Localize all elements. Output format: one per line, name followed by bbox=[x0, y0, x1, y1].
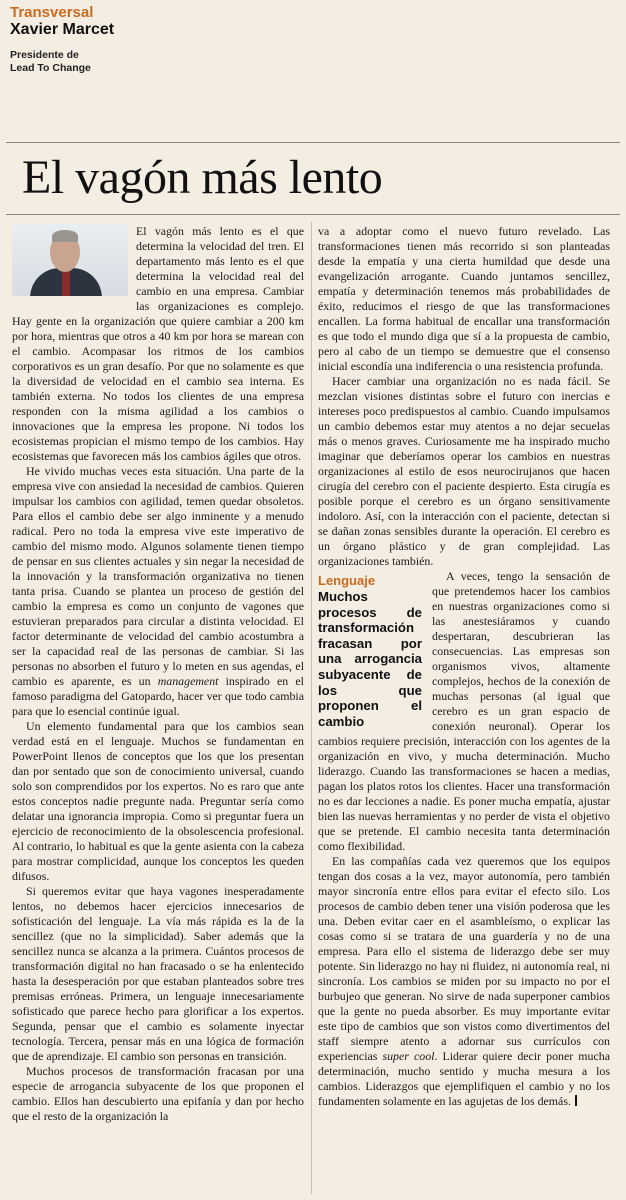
photo-tie-shape bbox=[62, 270, 70, 296]
paragraph-emphasis: management bbox=[157, 674, 219, 688]
paragraph-text: En las compañías cada vez queremos que los equipos tengan dos cosas a la vez, mayor autonomía, pero también mayor sincronía entre ellos para evitar el efecto silo. Los procesos de cambio deben tener una visión poderosa que les una. Deben evitar caer en el asambleísmo, o explicar las cosas como si se tratara de una guardería y no de una empresa. Para ello el sistema de liderazgo debe ser muy potente. Sin liderazgo no hay ni fluidez, ni autonomía real, ni sincronía. Los cambios se miden por su impacto no por el burbujeo que generan. No sirve de nada superponer cambios que la gente no pueda absorber. Es muy importante evitar este tipo de cambios que son vistos como divertimentos del staff siempre atento a adornar sus currículos con experiencias bbox=[318, 854, 610, 1063]
paragraph: va a adoptar como el nuevo futuro revelado. Las transformaciones tienen más recorrido si son planteadas desde la empatía y una cierta humildad que desde una evangelización arrogante. Cuando juntamos sencillez, empatía y determinación tenemos más probabilidades de éxito, reducimos el riesgo de que las transformaciones encallen. La forma habitual de encallar una transformación es que todo el mundo diga que sí a la propuesta de cambio, pero al cabo de un tiempo se demuestre que el consenso inicial escondía una indiferencia o una resistencia profunda. bbox=[318, 224, 610, 373]
paragraph-text: inspirado en el famoso paradigma del Gatopardo, hacer ver que todo cambia para que lo esencial continúe igual. bbox=[12, 674, 304, 718]
photo-hair-shape bbox=[52, 230, 78, 242]
paragraph: Un elemento fundamental para que los cambios sean verdad está en el lenguaje. Muchos se fundamentan en PowerPoint llenos de conceptos que los que los presentan dan por sentado que son de conocimiento universal, cuando solo son comprendidos por los expertos. No es raro que ante estos conceptos nadie pregunte nada. Preguntar sería como delatar una ignorancia impropia. Como si preguntar fuera un ejercicio de reconocimiento de la obsolescencia profesional. Al contrario, lo habitual es que la gente asienta con la cabeza para mostrar complicidad, aunque los conceptos les queden difusos. bbox=[12, 719, 304, 883]
author-name: Xavier Marcet bbox=[10, 21, 115, 38]
end-mark-icon bbox=[575, 1095, 577, 1106]
pull-quote-label: Lenguaje bbox=[318, 573, 376, 588]
paragraph-text: He vivido muchas veces esta situación. Una parte de la empresa vive con ansiedad la necesidad de cambios. Quieren impulsar los cambios con agilidad, temen quedar obsoletos. Para ellos el cambio debe ser algo inminente y a menudo radical. Pero no toda la empresa vive este imperativo de cambio del mismo modo. Algunos solamente tienen tiempo de pensar en sus clientes actuales y sin negar la necesidad de la innovación y la transformación organizativa no tienen tanta prisa. Cuando se plantea un proceso de gestión del cambio la empresa es como un conjunto de vagones que estuvieran preparados para circular a distinta velocidad. El factor determinante de velocidad del cambio acostumbra a ser la capacidad real de las personas de cambiar. Si las personas no absorben el futuro y lo meten en sus agendas, el cambio es aparente, es un bbox=[12, 464, 304, 688]
author-role bbox=[10, 49, 610, 75]
paragraph: A veces, tengo la sensación de que pretendemos hacer los cambios en nuestras organizaciones como si las anestesiáramos y cuando despertaran, descubrieran las consecuencias. Las empresas son organismos vivos, altamente complejos, hechos de la conexión de muchas personas (al igual que cerebro es un gran espacio de conexión neuronal). Operar los cambios requiere precisión, interacción con los agentes de la organización en vivo, y mucha determinación. Mucho liderazgo. Cuando las transformaciones se hacen a medias, pagan los platos rotos los clientes. Hacer una transformación no es dar lecciones a nadie. Es poner mucha empatía, ajustar bien las nuevas herramientas y no perder de vista el objetivo que se pretende. El cambio necesita tanta determinación como flexibilidad. bbox=[318, 569, 610, 853]
article-title: El vagón más lento bbox=[22, 151, 383, 204]
title-rule bbox=[6, 214, 620, 215]
author-role-line1: Presidente de bbox=[10, 49, 79, 61]
pull-quote-text: Muchos procesos de transformación fracasan por una arrogancia subyacente de los que proponen el cambio bbox=[318, 589, 422, 729]
paragraph: Si queremos evitar que haya vagones inesperadamente lentos, no debemos hacer ejercicios innecesarios de sofisticación del lenguaje. La vía más rápida es la de la sencillez (que no la simplicidad). Saber además que la sencillez nunca se alcanza a la primera. Cuántos procesos de transformación digital no han fracasado o se ha enlentecido hasta la desesperación por que estaban planteados sobre tres premisas erróneas. Primera, un lenguaje innecesariamente sofisticado que parece hecho para glorificar a los expertos. Segunda, pensar que el cambio es solamente inyectar tecnología. Tercera, pensar más en una lógica de formación que de aprendizaje. El cambio son personas en transición. bbox=[12, 884, 304, 1063]
article-column-2 bbox=[318, 224, 610, 1194]
paragraph bbox=[318, 854, 610, 1109]
article-column-1 bbox=[12, 224, 304, 1194]
article-header bbox=[10, 4, 610, 75]
paragraph bbox=[12, 464, 304, 719]
author-photo bbox=[12, 224, 128, 296]
paragraph: Muchos procesos de transformación fracasan por una especie de arrogancia subyacente de los que proponen el cambio. Ellos han descubierto una epifanía y dan por hecho que el resto de la organización la bbox=[12, 1064, 304, 1123]
paragraph: El vagón más lento es el que determina la velocidad del tren. El departamento más lento es el que determina la velocidad real del cambio en una empresa. Cambiar las organizaciones es complejo. Hay gente en la organización que quiere cambiar a 200 km por hora, mientras que otros a 40 km por hora se marean con el cambio. Acompasar los ritmos de los cambios corporativos es un gran desafío. Por que no solamente es que la diversidad de velocidad en el cambio sea interna. Es también externa. No todos los clientes de una empresa responden con la misma agilidad a los cambios o innovaciones que la empresa les propone. Ni todos los ecosistemas propician el mismo tempo de los cambios. Hay ecosistemas que favorecen más los cambios ágiles que otros. bbox=[12, 224, 304, 463]
section-label: Transversal bbox=[10, 4, 94, 21]
top-rule bbox=[6, 142, 620, 143]
pull-quote bbox=[318, 573, 422, 729]
paragraph: Hacer cambiar una organización no es nada fácil. Se mezclan visiones distintas sobre el futuro con inercias e intereses poco predispuestos al cambio. Cuando impulsamos un cambio debemos estar muy atentos a no dejar secuelas más o menos graves. Curiosamente me ha inspirado mucho imaginar que deberíamos operar los cambios en nuestras organizaciones al estilo de esos neurocirujanos que hacen cirugía del cerebro con el paciente despierto. Esta cirugía es posible porque el cerebro es un órgano sensitivamente indoloro. Así, con la interacción con el paciente, detectan si se dañan zonas sensibles durante la operación. El cerebro es un órgano plástico y de gran complejidad. Las organizaciones también. bbox=[318, 374, 610, 568]
paragraph-emphasis: super cool bbox=[382, 1049, 435, 1063]
column-divider bbox=[311, 222, 312, 1194]
author-role-line2: Lead To Change bbox=[10, 62, 91, 74]
paragraph-text: . Liderar quiere decir poner mucha determinación, mucho sentido y mucha mesura a los cambios. Liderazgos que ejemplifiquen el cambio y no los fundamenten solamente en las agujetas de los demás. bbox=[318, 1049, 610, 1108]
